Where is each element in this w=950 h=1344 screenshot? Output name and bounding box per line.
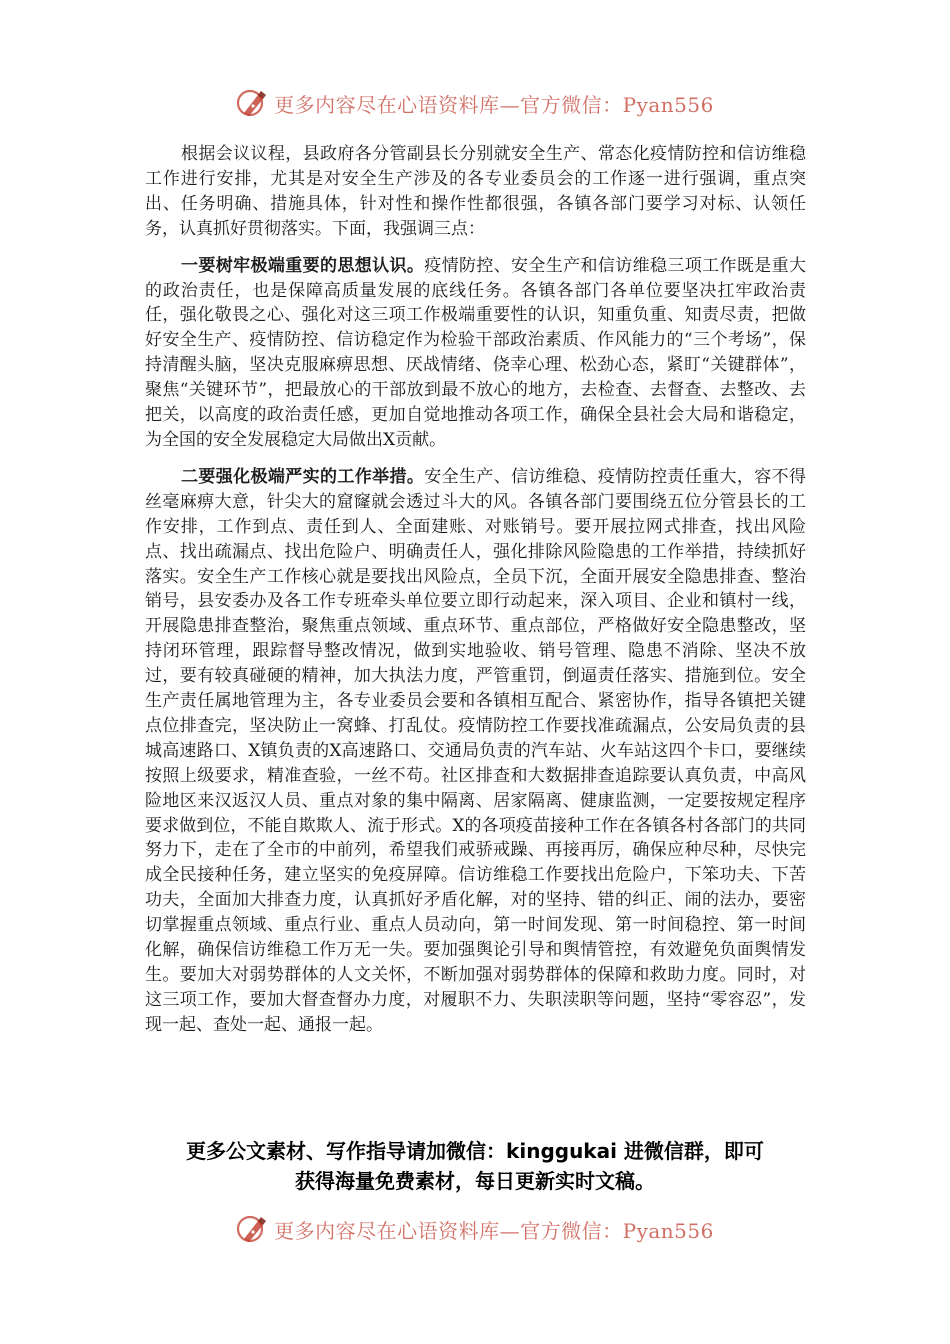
- paragraph-intro: [145, 142, 806, 242]
- footer-banner-text: 更多内容尽在心语资料库—官方微信：Pyan556: [274, 1218, 714, 1243]
- paragraph-text: 疫情防控、安全生产和信访维稳三项工作既是重大的政治责任，也是保障高质量发展的底线任务。各镇各部门各单位要坚决扛牢政治责任，强化敬畏之心、强化对这三项工作极端重要性的认识，知重负重、知责尽责，把做好安全生产、疫情防控、信访稳定作为检验干部政治素质、作风能力的“三个考场”，保持清醒头脑，坚决克服麻痹思想、厌战情绪、侥幸心理、松劲心态，紧盯“关键群体”，聚焦“关键环节”，把最放心的干部放到最不放心的地方，去检查、去督查、去整改、去把关，以高度的政治责任感，更加自觉地推动各项工作，确保全县社会大局和谐稳定，为全国的安全发展稳定大局做出X贡献。: [145, 255, 807, 450]
- pen-nib-logo-icon: [236, 86, 270, 120]
- header-banner-text: 更多内容尽在心语资料库—官方微信：Pyan556: [274, 92, 714, 117]
- paragraph-lead: 一要树牢极端重要的思想认识。: [181, 255, 425, 276]
- paragraph-text: 根据会议议程，县政府各分管副县长分别就安全生产、常态化疫情防控和信访维稳工作进行安排，尤其是对安全生产涉及的各专业委员会的工作逐一进行强调，重点突出、任务明确、措施具体，针对性和操作性都很强，各镇各部门要学习对标、认领任务，认真抓好贯彻落实。下面，我强调三点：: [145, 144, 806, 239]
- paragraph-text: 安全生产、信访维稳、疫情防控责任重大，容不得丝毫麻痹大意，针尖大的窟窿就会透过斗大的风。各镇各部门要围绕五位分管县长的工作安排，工作到点、责任到人、全面建账、对账销号。要开展拉网式排查，找出风险点、找出疏漏点、找出危险户、明确责任人，强化排除风险隐患的工作举措，持续抓好落实。安全生产工作核心就是要找出风险点，全员下沉，全面开展安全隐患排查、整治销号，县安委办及各工作专班牵头单位要立即行动起来，深入项目、企业和镇村一线，开展隐患排查整治，聚焦重点领域、重点环节、重点部位，严格做好安全隐患整改，坚持闭环管理，跟踪督导整改情况，做到实地验收、销号管理、隐患不消除、坚决不放过，要有较真碰硬的精神，加大执法力度，严管重罚，倒逼责任落实、措施到位。安全生产责任属地管理为主，各专业委员会要和各镇相互配合、紧密协作，指导各镇把关键点位排查完，坚决防止一窝蜂、打乱仗。疫情防控工作要找准疏漏点，公安局负责的县城高速路口、X镇负责的X高速路口、交通局负责的汽车站、火车站这四个卡口，要继续按照上级要求，精准查验，一丝不苟。社区排查和大数据排查追踪要认真负责，中高风险地区来汉返汉人员、重点对象的集中隔离、居家隔离、健康监测，一定要按规定程序要求做到位，不能自欺欺人、流于形式。X的各项疫苗接种工作在各镇各村各部门的共同努力下，走在了全市的中前列，希望我们戒骄戒躁、再接再厉，确保应种尽种，尽快完成全民接种任务，建立坚实的免疫屏障。信访维稳工作要找出危险户，下笨功夫、下苦功夫，全面加大排查力度，认真抓好矛盾化解，对的坚持、错的纠正、闹的法办，要密切掌握重点领域、重点行业、重点人员动向，第一时间发现、第一时间稳控、第一时间化解，确保信访维稳工作万无一失。要加强舆论引导和舆情管控，有效避免负面舆情发生。要加大对弱势群体的人文关怀，不断加强对弱势群体的保障和救助力度。同时，对这三项工作，要加大督查督办力度，对履职不力、失职渎职等问题，坚持“零容忍”，发现一起、查处一起、通报一起。: [145, 466, 807, 1035]
- paragraph-point-one: [145, 254, 806, 453]
- paragraph-point-two: [145, 465, 806, 1038]
- paragraph-lead: 二要强化极端严实的工作举措。: [181, 466, 425, 487]
- promo-notice: [100, 1136, 850, 1196]
- document-body: [145, 142, 806, 1050]
- pen-nib-logo-icon: [236, 1212, 270, 1246]
- promo-line-1: 更多公文素材、写作指导请加微信：kinggukai 进微信群，即可: [186, 1139, 764, 1163]
- promo-line-2: 获得海量免费素材，每日更新实时文稿。: [295, 1169, 655, 1193]
- header-watermark-banner: [0, 86, 950, 120]
- footer-watermark-banner: [0, 1212, 950, 1246]
